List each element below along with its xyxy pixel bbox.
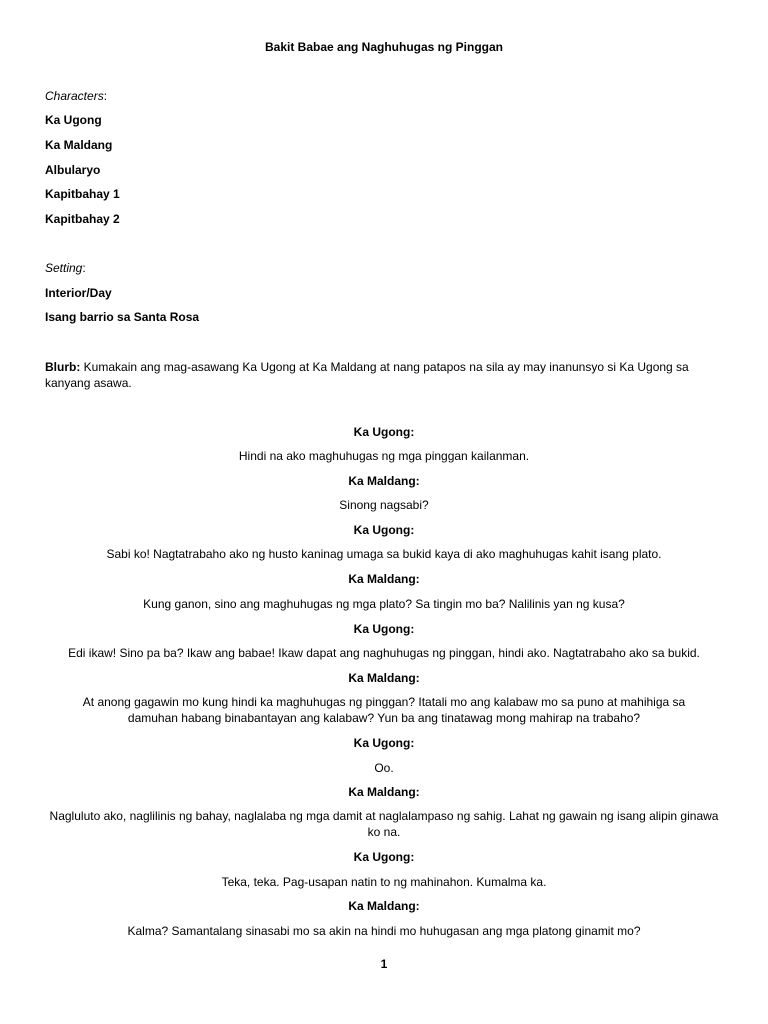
blurb-text: Kumakain ang mag-asawang Ka Ugong at Ka Maldang at nang patapos na sila ay may inanunsyo si Ka Ugong sa kanyang asawa. <box>45 360 689 390</box>
setting-item: Isang barrio sa Santa Rosa <box>45 310 200 324</box>
character-item: Albularyo <box>45 163 101 177</box>
character-item: Kapitbahay 1 <box>45 187 120 201</box>
blurb-label: Blurb: <box>45 360 81 374</box>
document-title: Bakit Babae ang Naghuhugas ng Pinggan <box>264 40 504 54</box>
dialogue-speaker: Ka Ugong: <box>353 523 415 537</box>
dialogue-speaker: Ka Ugong: <box>353 425 415 439</box>
character-item: Ka Ugong <box>45 113 102 127</box>
dialogue-speaker: Ka Maldang: <box>348 785 420 799</box>
characters-heading-colon: : <box>103 89 108 103</box>
dialogue-line: Oo. <box>374 761 394 775</box>
characters-heading <box>45 88 725 104</box>
dialogue-line: Kalma? Samantalang sinasabi mo sa akin na hindi mo huhugasan ang mga platong ginamit mo? <box>127 924 641 938</box>
setting-heading-label: Setting <box>45 261 83 275</box>
page-number: 1 <box>380 957 388 971</box>
dialogue-line: At anong gagawin mo kung hindi ka maghuhugas ng pinggan? Itatali mo ang kalabaw mo sa puno at mahihiga sa damuhan habang binabantayan ang kalabaw? Yun ba ang tinatawag mong mahirap na trabaho? <box>82 695 686 725</box>
blurb-paragraph <box>45 359 715 391</box>
dialogue-line: Hindi na ako maghuhugas ng mga pinggan kailanman. <box>238 449 530 463</box>
dialogue-speaker: Ka Ugong: <box>353 850 415 864</box>
dialogue-speaker: Ka Ugong: <box>353 736 415 750</box>
dialogue-speaker: Ka Maldang: <box>348 474 420 488</box>
dialogue-line: Sinong nagsabi? <box>339 498 429 512</box>
dialogue-speaker: Ka Ugong: <box>353 622 415 636</box>
character-item: Kapitbahay 2 <box>45 212 120 226</box>
dialogue-line: Edi ikaw! Sino pa ba? Ikaw ang babae! Ikaw dapat ang naghuhugas ng pinggan, hindi ako. Nagtatrabaho ako sa bukid. <box>68 646 700 660</box>
character-item: Ka Maldang <box>45 138 113 152</box>
characters-heading-label: Characters <box>45 89 104 103</box>
dialogue-speaker: Ka Maldang: <box>348 671 420 685</box>
dialogue-speaker: Ka Maldang: <box>348 572 420 586</box>
dialogue-line: Teka, teka. Pag-usapan natin to ng mahinahon. Kumalma ka. <box>221 875 547 889</box>
setting-item: Interior/Day <box>45 286 112 300</box>
setting-heading-colon: : <box>82 261 86 275</box>
dialogue-line: Kung ganon, sino ang maghuhugas ng mga plato? Sa tingin mo ba? Nalilinis yan ng kusa? <box>143 597 625 611</box>
dialogue-line: Nagluluto ako, naglilinis ng bahay, naglalaba ng mga damit at naglalampaso ng sahig. Lahat ng gawain ng isang alipin ginawa ko na. <box>49 809 719 839</box>
setting-heading <box>45 260 725 276</box>
dialogue-line: Sabi ko! Nagtatrabaho ako ng husto kaninag umaga sa bukid kaya di ako maghuhugas kahit isang plato. <box>106 547 662 561</box>
dialogue-speaker: Ka Maldang: <box>348 899 420 913</box>
